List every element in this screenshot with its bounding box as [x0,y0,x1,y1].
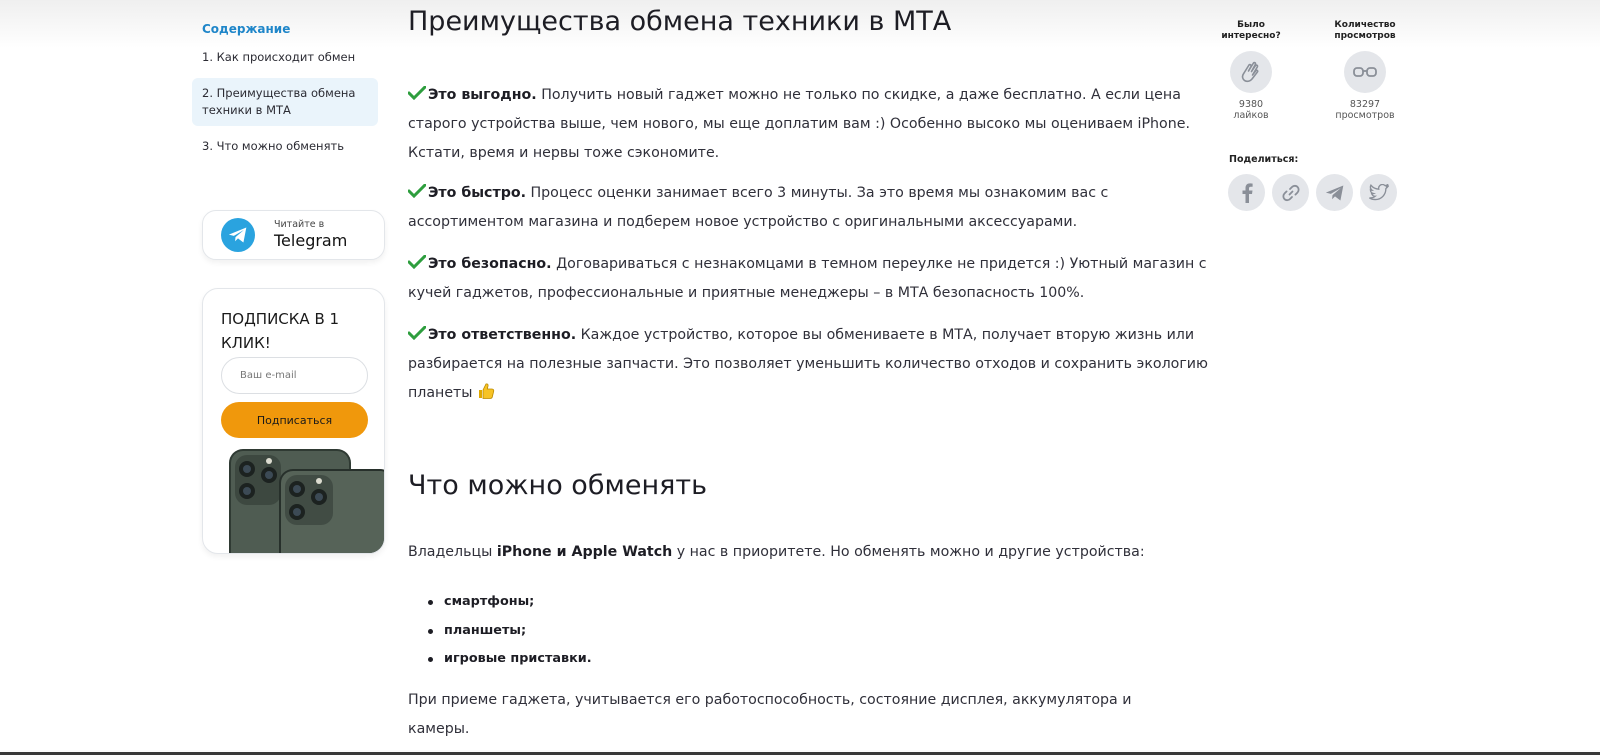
share-label: Поделиться: [1229,154,1299,165]
facebook-icon [1241,183,1253,203]
share-buttons [1228,174,1404,211]
check-mark-icon [408,184,426,198]
likes-stat [1206,20,1296,121]
subscribe-title: ПОДПИСКА В 1 КЛИК! [221,310,340,352]
benefit-text: Получить новый гаджет можно не только по скидке, а даже бесплатно. А если цена старого устройства выше, чем нового, мы еще доплатим вам :) Особенно высоко мы оцениваем iPhone. Кстати, время и нервы тоже сэкономите. [408,87,1190,161]
share-telegram-button[interactable] [1316,174,1353,211]
likes-unit: лайков [1233,110,1269,121]
list-item: игровые приставки. [436,645,592,674]
link-icon [1281,183,1301,203]
email-input[interactable] [221,357,368,394]
share-link-button[interactable] [1272,174,1309,211]
benefit-text: Процесс оценки занимает всего 3 минуты. За это время мы ознакомим вас с ассортиментом магазина и подберем новое устройство с оригинальными аксессуарами. [408,185,1109,230]
benefit-profitable [408,81,1214,168]
share-facebook-button[interactable] [1228,174,1265,211]
owners-text-pre: Владельцы [408,544,497,560]
glasses-icon [1352,65,1378,79]
telegram-read-button[interactable] [202,210,385,260]
benefit-title: Это выгодно. [428,87,537,103]
toc-item-exchange-benefits[interactable]: 2. Преимущества обмена техники в МТА [192,78,378,126]
telegram-title: Telegram [274,231,348,250]
owners-devices: iPhone и Apple Watch [496,544,673,560]
heading-exchange-benefits: Преимущества обмена техники в МТА [408,6,952,37]
views-unit: просмотров [1335,110,1395,121]
like-button[interactable] [1230,51,1272,93]
likes-label: Было интересно? [1221,20,1281,41]
owners-paragraph [408,538,1214,567]
views-stat [1320,20,1410,121]
device-list [436,588,592,674]
telegram-icon [1325,184,1345,202]
list-item: смартфоны; [436,588,592,617]
toc-item-what-can-exchange[interactable]: 3. Что можно обменять [202,139,344,153]
share-twitter-button[interactable] [1360,174,1397,211]
list-item: планшеты; [436,617,592,646]
benefit-fast [408,179,1214,237]
heading-what-can-exchange: Что можно обменять [408,470,707,501]
toc-item-how-exchange-works[interactable]: 1. Как происходит обмен [202,50,356,64]
benefit-title: Это ответственно. [428,327,577,343]
benefit-text: Каждое устройство, которое вы обмениваете в МТА, получает вторую жизнь или разбирается на полезные запчасти. Это позволяет уменьшить количество отходов и сохранить экологию планеты [408,327,1208,401]
benefit-text: Договариваться с незнакомцами в темном переулке не придется :) Уютный магазин с кучей гаджетов, профессиональные и приятные менеджеры – в МТА безопасность 100%. [408,256,1207,301]
telegram-icon [221,218,255,252]
benefit-title: Это безопасно. [428,256,552,272]
check-mark-icon [408,326,426,340]
views-count: 83297 [1349,99,1381,110]
check-mark-icon [408,255,426,269]
benefit-responsible [408,321,1214,408]
subscribe-button[interactable]: Подписаться [221,402,368,438]
thumbs-up-icon [477,382,495,400]
check-mark-icon [408,86,426,100]
owners-text-post: у нас в приоритете. Но обменять можно и другие устройства: [672,544,1145,560]
views-label: Количество просмотров [1334,20,1396,41]
twitter-icon [1369,184,1389,201]
clap-icon [1238,59,1264,85]
table-of-contents [192,22,378,167]
toc-title: Содержание [202,22,291,36]
benefit-safe [408,250,1214,308]
benefit-title: Это быстро. [428,185,526,201]
phones-image [229,449,385,554]
telegram-caption: Читайте в [274,219,325,230]
closing-paragraph: При приеме гаджета, учитывается его работоспособность, состояние дисплея, аккумулятора и камеры. [408,692,1132,737]
subscribe-card [202,288,385,554]
likes-count: 9380 [1238,99,1264,110]
